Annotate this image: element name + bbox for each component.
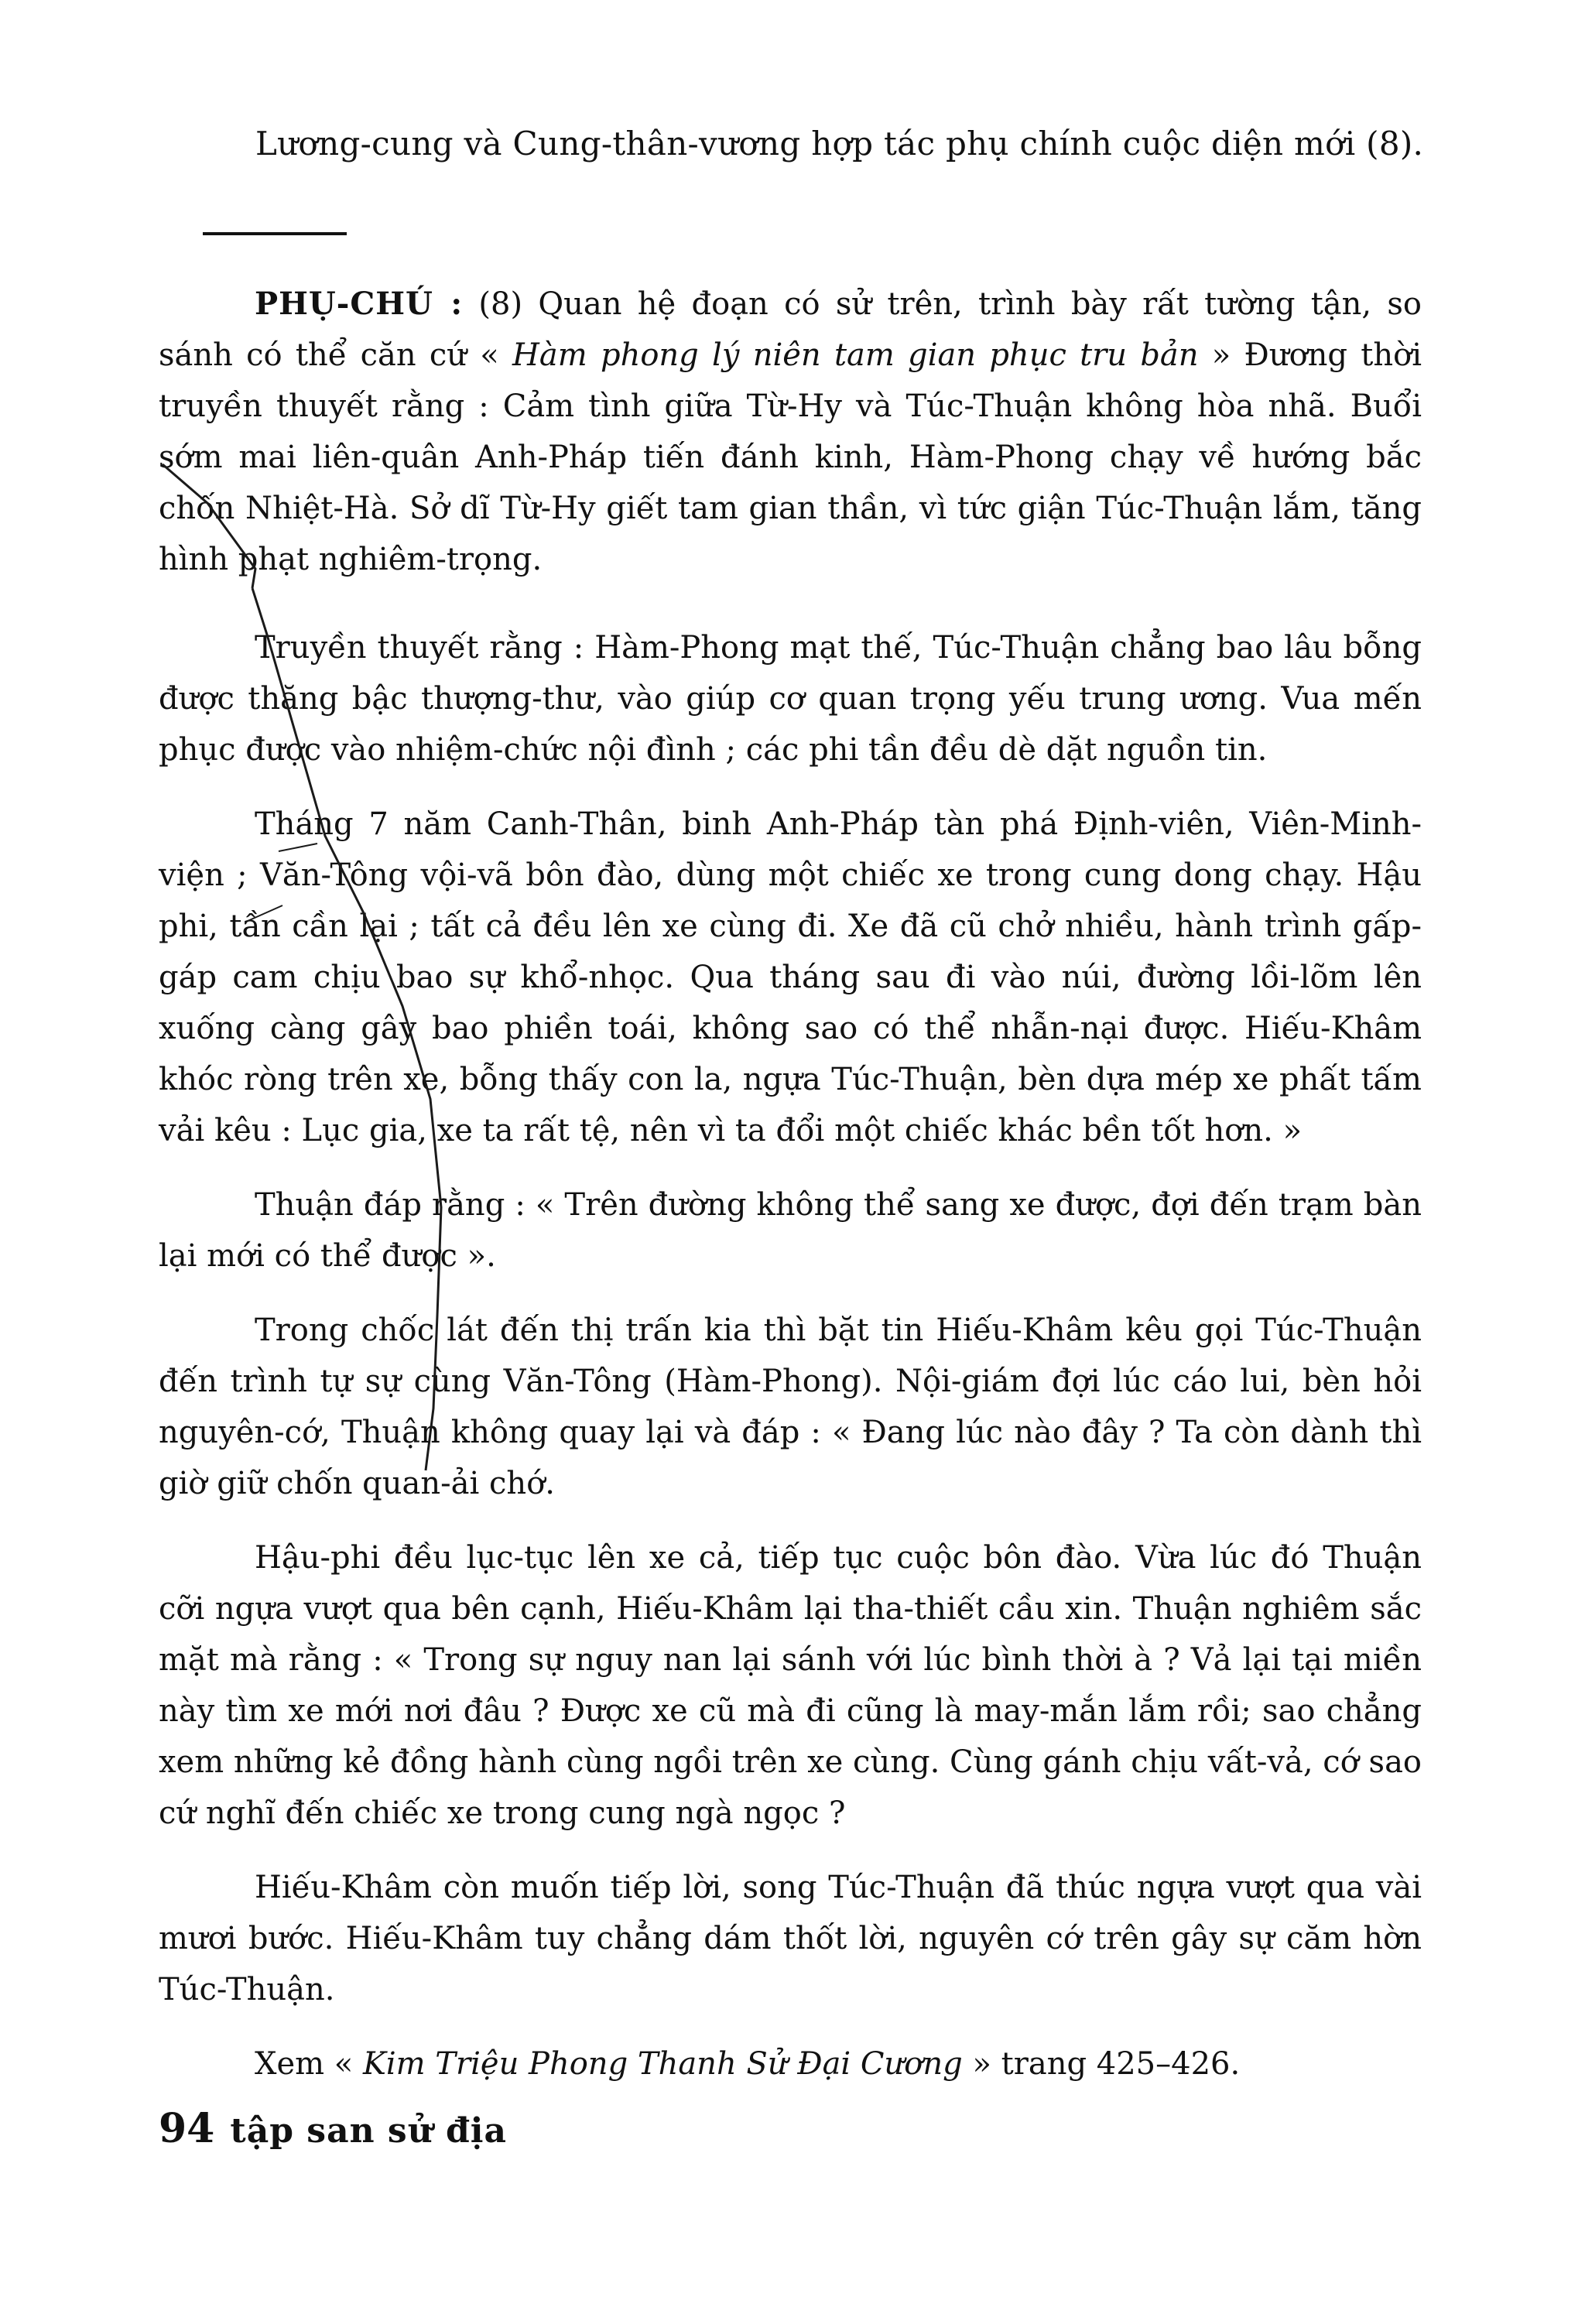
paragraph-5: Hậu-phi đều lục-tục lên xe cả, tiếp tục cuộc bôn đào. Vừa lúc đó Thuận cỡi ngựa vượt qua bên cạnh, Hiếu-Khâm lại tha-thiết cầu xin. Thuận nghiêm sắc mặt mà rằng : « Trong sự nguy nan lại sánh với lúc bình thời à ? Vả lại tại miền này tìm xe mới nơi đâu ? Được xe cũ mà đi cũng là may-mắn lắm rồi; sao chẳng xem những kẻ đồng hành cùng ngồi trên xe cùng. Cùng gánh chịu vất-vả, cớ sao cứ nghĩ đến chiếc xe trong cung ngà ngọc ? bbox=[159, 1540, 1422, 1831]
footnote-divider bbox=[203, 232, 347, 235]
paragraph-4: Trong chốc lát đến thị trấn kia thì bặt tin Hiếu-Khâm kêu gọi Túc-Thuận đến trình tự sự cùng Văn-Tông (Hàm-Phong). Nội-giám đợi lúc cáo lui, bèn hỏi nguyên-cớ, Thuận không quay lại và đáp : « Đang lúc nào đây ? Ta còn dành thì giờ giữ chốn quan-ải chớ. bbox=[159, 1313, 1422, 1501]
reference-line bbox=[159, 2038, 1422, 2090]
footnote-paragraph bbox=[159, 279, 1422, 585]
footnote-intro: (8) Quan hệ đoạn có sử trên, trình bày rất tường tận, so sánh có thể căn cứ « bbox=[159, 286, 1422, 373]
footnote-outro: » Đương thời truyền thuyết rằng : Cảm tình giữa Từ-Hy và Túc-Thuận không hòa nhã. Buổi sớm mai liên-quân Anh-Pháp tiến đánh kinh, Hàm-Phong chạy về hướng bắc chốn Nhiệt-Hà. Sở dĩ Từ-Hy giết tam gian thần, vì tức giận Túc-Thuận lắm, tăng hình phạt nghiêm-trọng. bbox=[159, 337, 1422, 577]
page-caption: Lương-cung và Cung-thân-vương hợp tác phụ chính cuộc diện mới (8). bbox=[255, 125, 1424, 163]
reference-suffix: » trang 425–426. bbox=[962, 2046, 1241, 2082]
page-number: 94 bbox=[159, 2105, 215, 2152]
paragraph-2: Tháng 7 năm Canh-Thân, binh Anh-Pháp tàn phá Định-viên, Viên-Minh-viện ; Văn-Tông vội-vã bôn đào, dùng một chiếc xe trong cung dong chạy. Hậu phi, tần cần lại ; tất cả đều lên xe cùng đi. Xe đã cũ chở nhiều, hành trình gấp-gáp cam chịu bao sự khổ-nhọc. Qua tháng sau đi vào núi, đường lồi-lõm lên xuống càng gây bao phiền toái, không sao có thể nhẫn-nại được. Hiếu-Khâm khóc ròng trên xe, bỗng thấy con la, ngựa Túc-Thuận, bèn dựa mép xe phất tấm vải kêu : Lục gia, xe ta rất tệ, nên vì ta đổi một chiếc khác bền tốt hơn. » bbox=[159, 806, 1422, 1148]
page-footer bbox=[159, 2105, 507, 2159]
paragraph-6: Hiếu-Khâm còn muốn tiếp lời, song Túc-Thuận đã thúc ngựa vượt qua vài mươi bước. Hiếu-Khâm tuy chẳng dám thốt lời, nguyên cớ trên gây sự căm hờn Túc-Thuận. bbox=[159, 1870, 1422, 2007]
paragraph-3: Thuận đáp rằng : « Trên đường không thể sang xe được, đợi đến trạm bàn lại mới có thể được ». bbox=[159, 1187, 1422, 1274]
journal-name: tập san sử địa bbox=[230, 2111, 507, 2151]
reference-title: Kim Triệu Phong Thanh Sử Đại Cương bbox=[362, 2046, 963, 2082]
body-text bbox=[159, 279, 1422, 2090]
footnote-source-title: Hàm phong lý niên tam gian phục tru bản bbox=[512, 337, 1199, 373]
paragraph-1: Truyền thuyết rằng : Hàm-Phong mạt thế, Túc-Thuận chẳng bao lâu bỗng được thăng bậc thượng-thư, vào giúp cơ quan trọng yếu trung ương. Vua mến phục được vào nhiệm-chức nội đình ; các phi tần đều dè dặt nguồn tin. bbox=[159, 630, 1422, 768]
reference-prefix: Xem « bbox=[255, 2046, 363, 2082]
footnote-label: PHỤ-CHÚ : bbox=[255, 286, 464, 322]
